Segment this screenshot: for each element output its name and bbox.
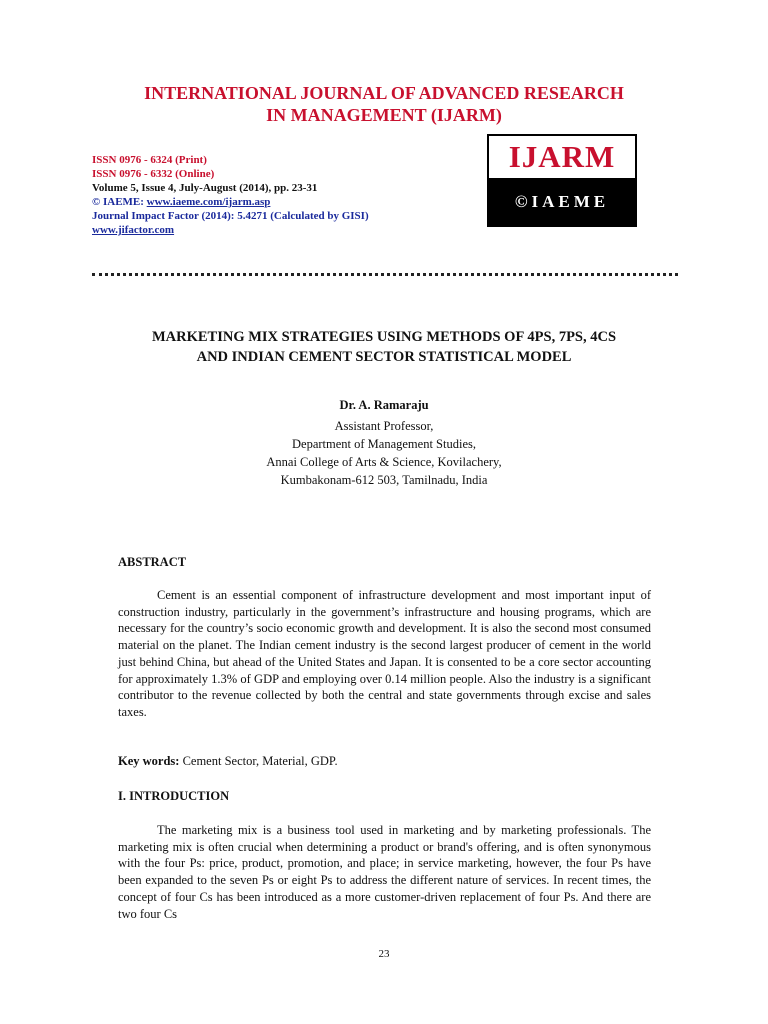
keywords-text: Cement Sector, Material, GDP. (179, 754, 338, 768)
jifactor-link[interactable]: www.jifactor.com (92, 224, 175, 236)
paper-title-line1: MARKETING MIX STRATEGIES USING METHODS OF 4PS, 7PS, 4CS (151, 329, 617, 345)
impact-factor: Journal Impact Factor (2014): 5.4271 (Calculated by GISI) (92, 210, 369, 222)
journal-title-line2: IN MANAGEMENT (IJARM) (266, 105, 502, 125)
iaeme-line (92, 195, 369, 209)
journal-title-line1: INTERNATIONAL JOURNAL OF ADVANCED RESEARCH (144, 83, 624, 103)
page-number: 23 (378, 948, 390, 960)
journal-meta (92, 153, 369, 237)
author-name: Dr. A. Ramaraju (339, 398, 429, 412)
keywords-label: Key words: (118, 754, 180, 768)
keywords (118, 754, 338, 769)
journal-title (0, 82, 768, 126)
iaeme-prefix: © IAEME: (92, 196, 147, 208)
introduction-heading: I. INTRODUCTION (118, 789, 230, 803)
affiliation-line: Kumbakonam-612 503, Tamilnadu, India (280, 473, 488, 487)
affiliation-line: Annai College of Arts & Science, Kovilachery, (266, 455, 502, 469)
paper-title (0, 327, 768, 367)
author-affiliation (0, 417, 768, 489)
ijarm-logo (487, 134, 637, 227)
volume-info: Volume 5, Issue 4, July-August (2014), pp. 23-31 (92, 182, 318, 194)
abstract-heading: ABSTRACT (118, 555, 187, 569)
issn-online: ISSN 0976 - 6332 (Online) (92, 168, 215, 180)
affiliation-line: Department of Management Studies, (292, 437, 476, 451)
logo-title: IJARM (489, 136, 635, 178)
issn-print: ISSN 0976 - 6324 (Print) (92, 154, 207, 166)
abstract-paragraph: Cement is an essential component of infrastructure development and most important input of construction industry, particularly in the government’s infrastructure and housing programs, which are necessary for the country’s socio economic growth and development. It is also the second most consumed material on the planet. The Indian cement industry is the second largest producer of cement in the world just behind China, but ahead of the United States and Japan. It is consented to be a core sector accounting for approximately 1.3% of GDP and employing over 0.14 million people. Also the industry is a significant contributor to the revenue collected by both the central and state governments through excise and sales taxes. (118, 588, 651, 719)
paper-title-line2: AND INDIAN CEMENT SECTOR STATISTICAL MODEL (196, 349, 572, 365)
dotted-divider (92, 273, 678, 276)
abstract-body (118, 587, 651, 721)
affiliation-line: Assistant Professor, (334, 419, 434, 433)
iaeme-link[interactable]: www.iaeme.com/ijarm.asp (146, 196, 271, 208)
logo-publisher: ©IAEME (514, 192, 610, 211)
introduction-paragraph: The marketing mix is a business tool used in marketing and by marketing professionals. The marketing mix is often crucial when determining a product or brand's offering, and is often synonymous with the four Ps: price, product, promotion, and place; in service marketing, however, the four Ps have been expanded to the seven Ps or eight Ps to address the different nature of services. In recent times, the concept of four Cs has been introduced as a more customer-driven replacement of four Ps. And there are two four Cs (118, 823, 651, 921)
introduction-body (118, 822, 651, 922)
